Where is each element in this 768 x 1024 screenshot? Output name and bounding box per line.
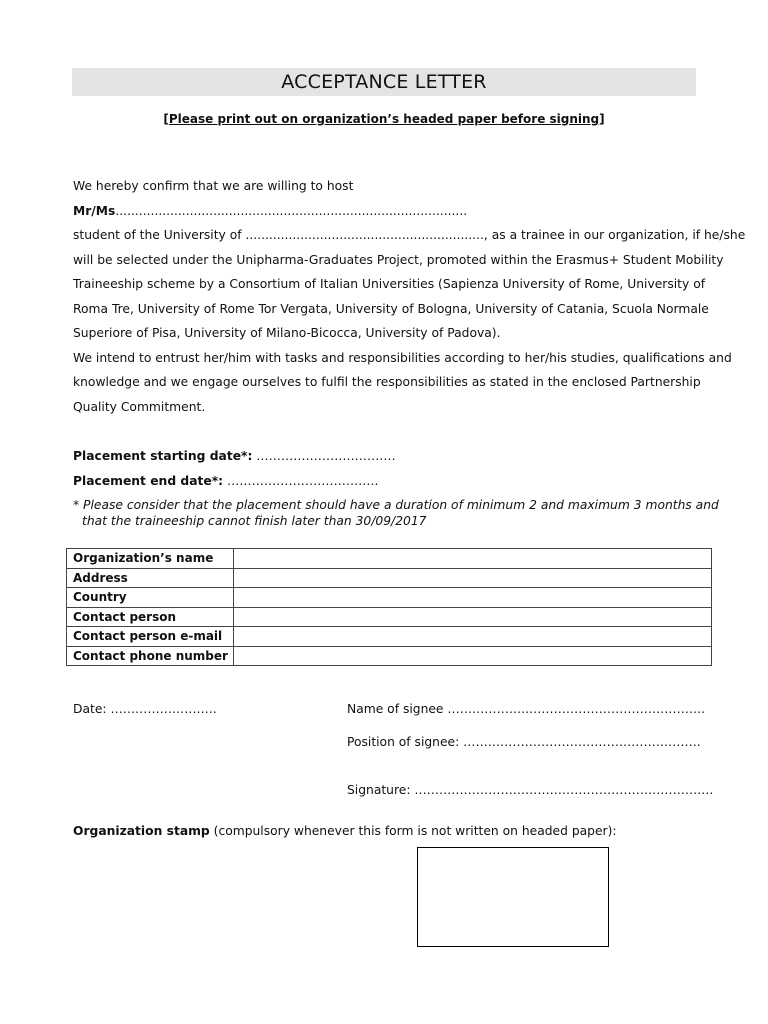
placement-start-label: Placement starting date*:	[73, 449, 253, 463]
placement-start-dots: …………………………….	[252, 449, 396, 463]
signature-field: Signature: …………………………………………………………….…	[347, 783, 714, 797]
page-title: ACCEPTANCE LETTER	[72, 68, 696, 96]
bracket-close: ]	[599, 112, 605, 126]
org-field-value[interactable]	[234, 568, 712, 588]
stamp-box	[417, 847, 609, 947]
date-field: Date: ……………………..	[73, 702, 217, 716]
placement-start	[73, 444, 695, 469]
print-instruction-text: Please print out on organization’s headed paper before signing	[168, 112, 600, 126]
bracket-open: [	[163, 112, 169, 126]
stamp-label-bold: Organization stamp	[73, 824, 210, 838]
table-row	[67, 549, 712, 569]
stamp-label-rest: (compulsory whenever this form is not written on headed paper):	[209, 824, 617, 838]
org-field-label: Address	[67, 568, 234, 588]
placement-note-line-2: that the traineeship cannot finish later than 30/09/2017	[82, 514, 427, 528]
table-row	[67, 607, 712, 627]
org-field-value[interactable]	[234, 607, 712, 627]
intro-line-1: We hereby confirm that we are willing to host	[73, 179, 354, 193]
table-row	[67, 588, 712, 608]
name-of-signee-field: Name of signee ………………..…………………………………….	[347, 702, 706, 716]
intro-line-5: Traineeship scheme by a Consortium of Italian Universities (Sapienza University of Rome, University of	[73, 277, 706, 291]
placement-note	[73, 497, 719, 529]
mrms-line	[73, 199, 695, 224]
placement-dates	[73, 444, 695, 493]
intro-line-7: Superiore of Pisa, University of Milano-Bicocca, University of Padova).	[73, 326, 501, 340]
org-field-value[interactable]	[234, 646, 712, 666]
mrms-dots: ..........................................................................................	[115, 203, 468, 218]
org-field-label: Contact phone number	[67, 646, 234, 666]
org-field-label: Contact person e-mail	[67, 627, 234, 647]
intro-line-6: Roma Tre, University of Rome Tor Vergata, University of Bologna, University of Catania, Scuola Normale	[73, 301, 709, 316]
intro-line-4: will be selected under the Unipharma-Graduates Project, promoted within the Erasmus+ Student Mobility	[73, 252, 724, 267]
placement-end-dots: ……………………………….	[223, 473, 379, 488]
org-field-label: Organization’s name	[67, 549, 234, 569]
table-row	[67, 568, 712, 588]
table-row	[67, 627, 712, 647]
placement-end-label: Placement end date*:	[73, 473, 224, 488]
intro-line-9: knowledge and we engage ourselves to fulfil the responsibilities as stated in the enclosed Partnership	[73, 375, 701, 389]
placement-end	[73, 469, 695, 494]
org-field-label: Contact person	[67, 607, 234, 627]
position-of-signee-field: Position of signee: ………………………………………………….	[347, 735, 701, 749]
table-row	[67, 646, 712, 666]
intro-line-10: Quality Commitment.	[73, 399, 206, 414]
stamp-label	[73, 823, 617, 839]
intro-line-8: We intend to entrust her/him with tasks and responsibilities according to her/his studies, qualifications and	[73, 350, 732, 365]
mrms-label: Mr/Ms	[73, 203, 116, 218]
intro-line-3: student of the University of ............................................................., as a trainee in our organization, if he/she	[73, 228, 746, 242]
org-field-value[interactable]	[234, 549, 712, 569]
placement-note-line-1: * Please consider that the placement should have a duration of minimum 2 and maximum 3 months and	[73, 498, 719, 512]
print-instruction	[72, 110, 696, 128]
organization-table	[66, 548, 712, 666]
intro-paragraph	[73, 174, 746, 419]
org-field-label: Country	[67, 588, 234, 608]
org-field-value[interactable]	[234, 627, 712, 647]
org-field-value[interactable]	[234, 588, 712, 608]
